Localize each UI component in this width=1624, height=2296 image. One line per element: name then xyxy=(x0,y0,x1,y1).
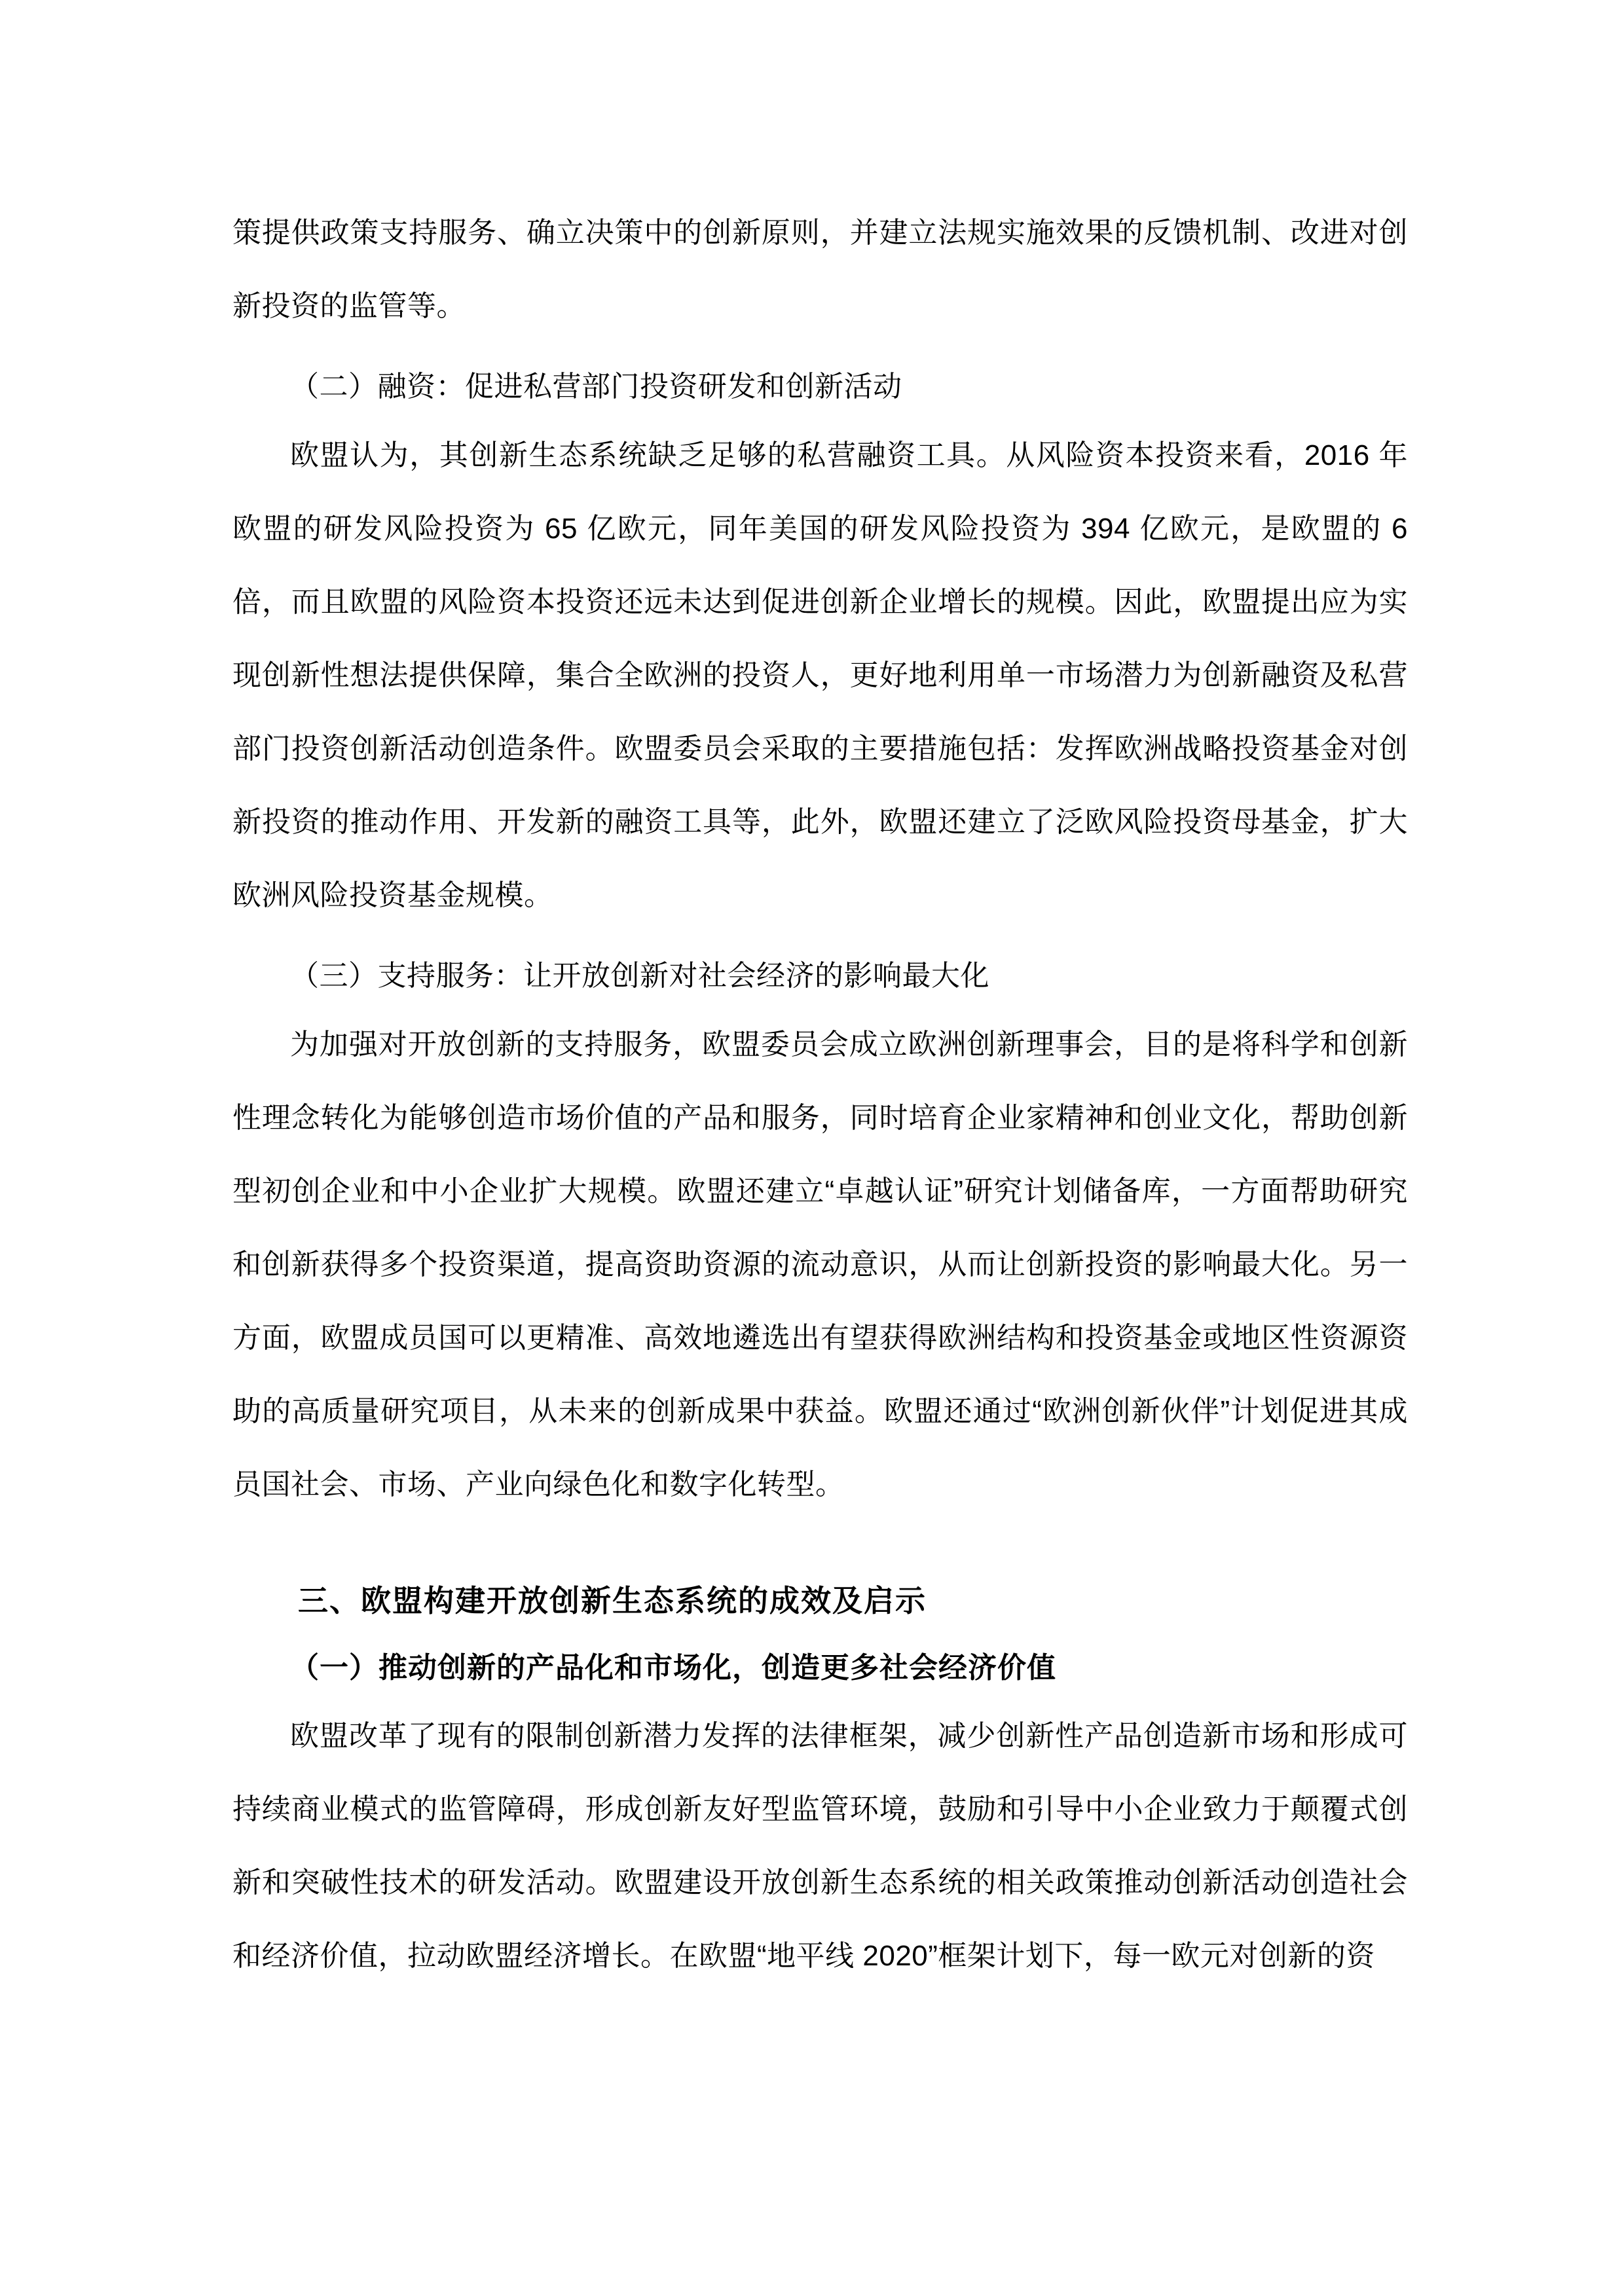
document-body xyxy=(232,196,1408,1993)
heading-two-financing: （二）融资：促进私营部门投资研发和创新活动 xyxy=(290,371,902,403)
spacer xyxy=(232,932,1408,944)
paragraph-productization: 欧盟改革了现有的限制创新潜力发挥的法律框架，减少创新性产品创造新市场和形成可持续商业模式的监管障碍，形成创新友好型监管环境，鼓励和引导中小企业致力于颠覆式创新和突破性技术的研发活动。欧盟建设开放创新生态系统的相关政策推动创新活动创造社会和经济价值，拉动欧盟经济增长。在欧盟“地平线 2020”框架计划下，每一欧元对创新的资 xyxy=(232,1720,1408,1972)
heading-one-productization: （一）推动创新的产品化和市场化，创造更多社会经济价值 xyxy=(290,1652,1056,1684)
heading-section-three: 三、欧盟构建开放创新生态系统的成效及启示 xyxy=(298,1584,927,1618)
paragraph-support: 为加强对开放创新的支持服务，欧盟委员会成立欧洲创新理事会，目的是将科学和创新性理念转化为能够创造市场价值的产品和服务，同时培育企业家精神和创业文化，帮助创新型初创企业和中小企业扩大规模。欧盟还建立“卓越认证”研究计划储备库，一方面帮助研究和创新获得多个投资渠道，提高资助资源的流动意识，从而让创新投资的影响最大化。另一方面，欧盟成员国可以更精准、高效地遴选出有望获得欧洲结构和投资基金或地区性资源资助的高质量研究项目，从未来的创新成果中获益。欧盟还通过“欧洲创新伙伴”计划促进其成员国社会、市场、产业向绿色化和数字化转型。 xyxy=(232,1029,1408,1501)
paragraph-continued: 策提供政策支持服务、确立决策中的创新原则，并建立法规实施效果的反馈机制、改进对创新投资的监管等。 xyxy=(232,217,1408,322)
heading-three-support: （三）支持服务：让开放创新对社会经济的影响最大化 xyxy=(290,960,989,992)
spacer xyxy=(232,1522,1408,1539)
paragraph-financing: 欧盟认为，其创新生态系统缺乏足够的私营融资工具。从风险资本投资来看，2016 年欧盟的研发风险投资为 65 亿欧元，同年美国的研发风险投资为 394 亿欧元，是欧盟的 6 倍，而且欧盟的风险资本投资还远未达到促进创新企业增长的规模。因此，欧盟提出应为实现创新性想法提供保障，集合全欧洲的投资人，更好地利用单一市场潜力为创新融资及私营部门投资创新活动创造条件。欧盟委员会采取的主要措施包括：发挥欧洲战略投资基金对创新投资的推动作用、开发新的融资工具等，此外，欧盟还建立了泛欧风险投资母基金，扩大欧洲风险投资基金规模。 xyxy=(232,439,1408,911)
spacer xyxy=(232,343,1408,355)
